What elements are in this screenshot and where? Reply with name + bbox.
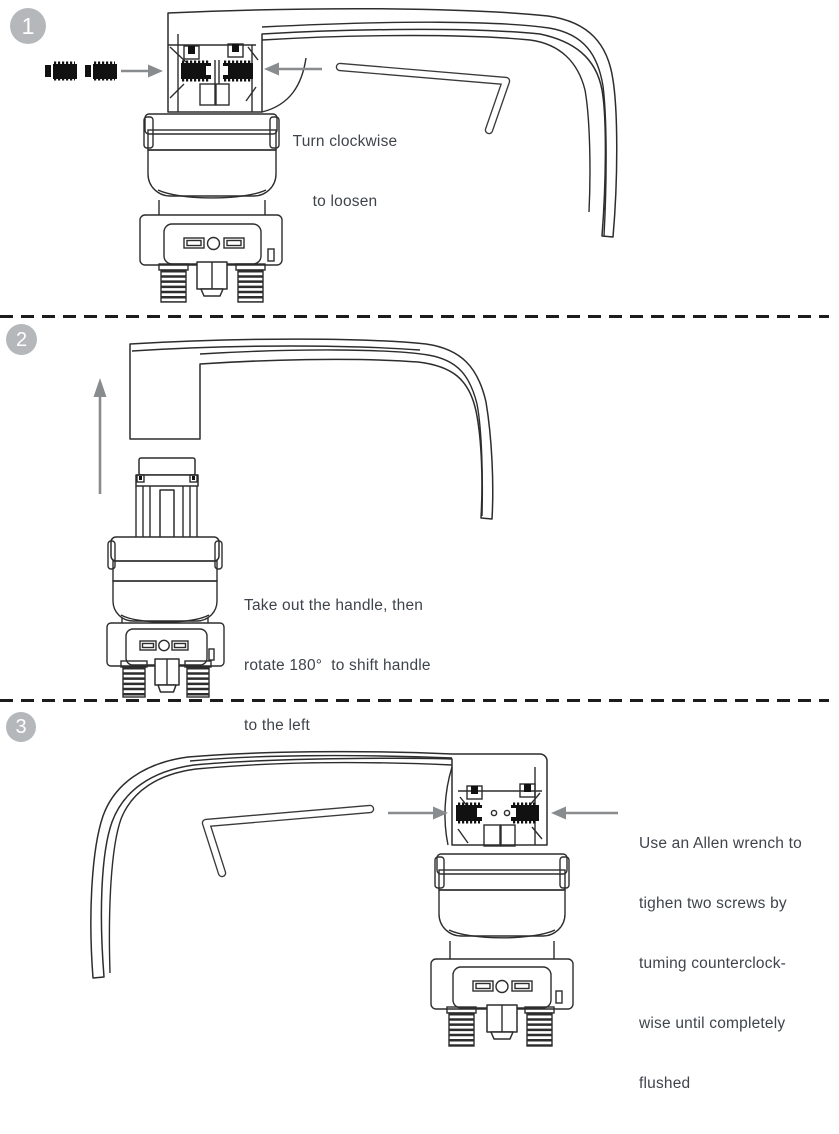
caption-line: Take out the handle, then [244,597,424,614]
caption-line: flushed [639,1075,691,1092]
door-lever-handle-icon [91,752,547,978]
set-screw-icon [45,64,77,79]
step-3-number: 3 [15,716,27,738]
spindle-cartridge-icon [136,458,198,540]
arrow-left-icon [551,807,618,820]
caption-line: rotate 180° to shift handle [244,657,431,674]
spindle-icon [487,1005,517,1039]
allen-wrench-icon [206,809,370,873]
set-screw-icon [85,64,117,79]
lock-chassis-icon [107,537,224,697]
arrow-left-icon [264,63,322,76]
arrow-right-icon [121,65,163,78]
caption-line: tuming counterclock- [639,955,787,972]
mounting-plate-icon [431,959,573,1009]
mounting-plate-icon [140,215,282,265]
arrow-up-icon [94,378,107,494]
caption-line: Use an Allen wrench to [639,835,802,852]
step-1-caption [270,92,420,252]
door-lever-handle-icon [130,339,493,519]
caption-line: Turn clockwise [292,133,398,150]
caption-line: wise until completely [639,1015,786,1032]
step-1-number: 1 [21,12,35,39]
caption-line: to the left [244,717,310,734]
step-2-number: 2 [15,328,28,351]
caption-line: to loosen [312,193,378,210]
lock-chassis-icon [140,114,282,302]
spindle-icon [197,262,227,296]
lock-chassis-icon [431,854,573,1046]
caption-line: tighen two screws by [639,895,787,912]
step-3-caption [639,794,839,1134]
arrow-right-icon [388,807,448,820]
spindle-icon [155,659,179,692]
